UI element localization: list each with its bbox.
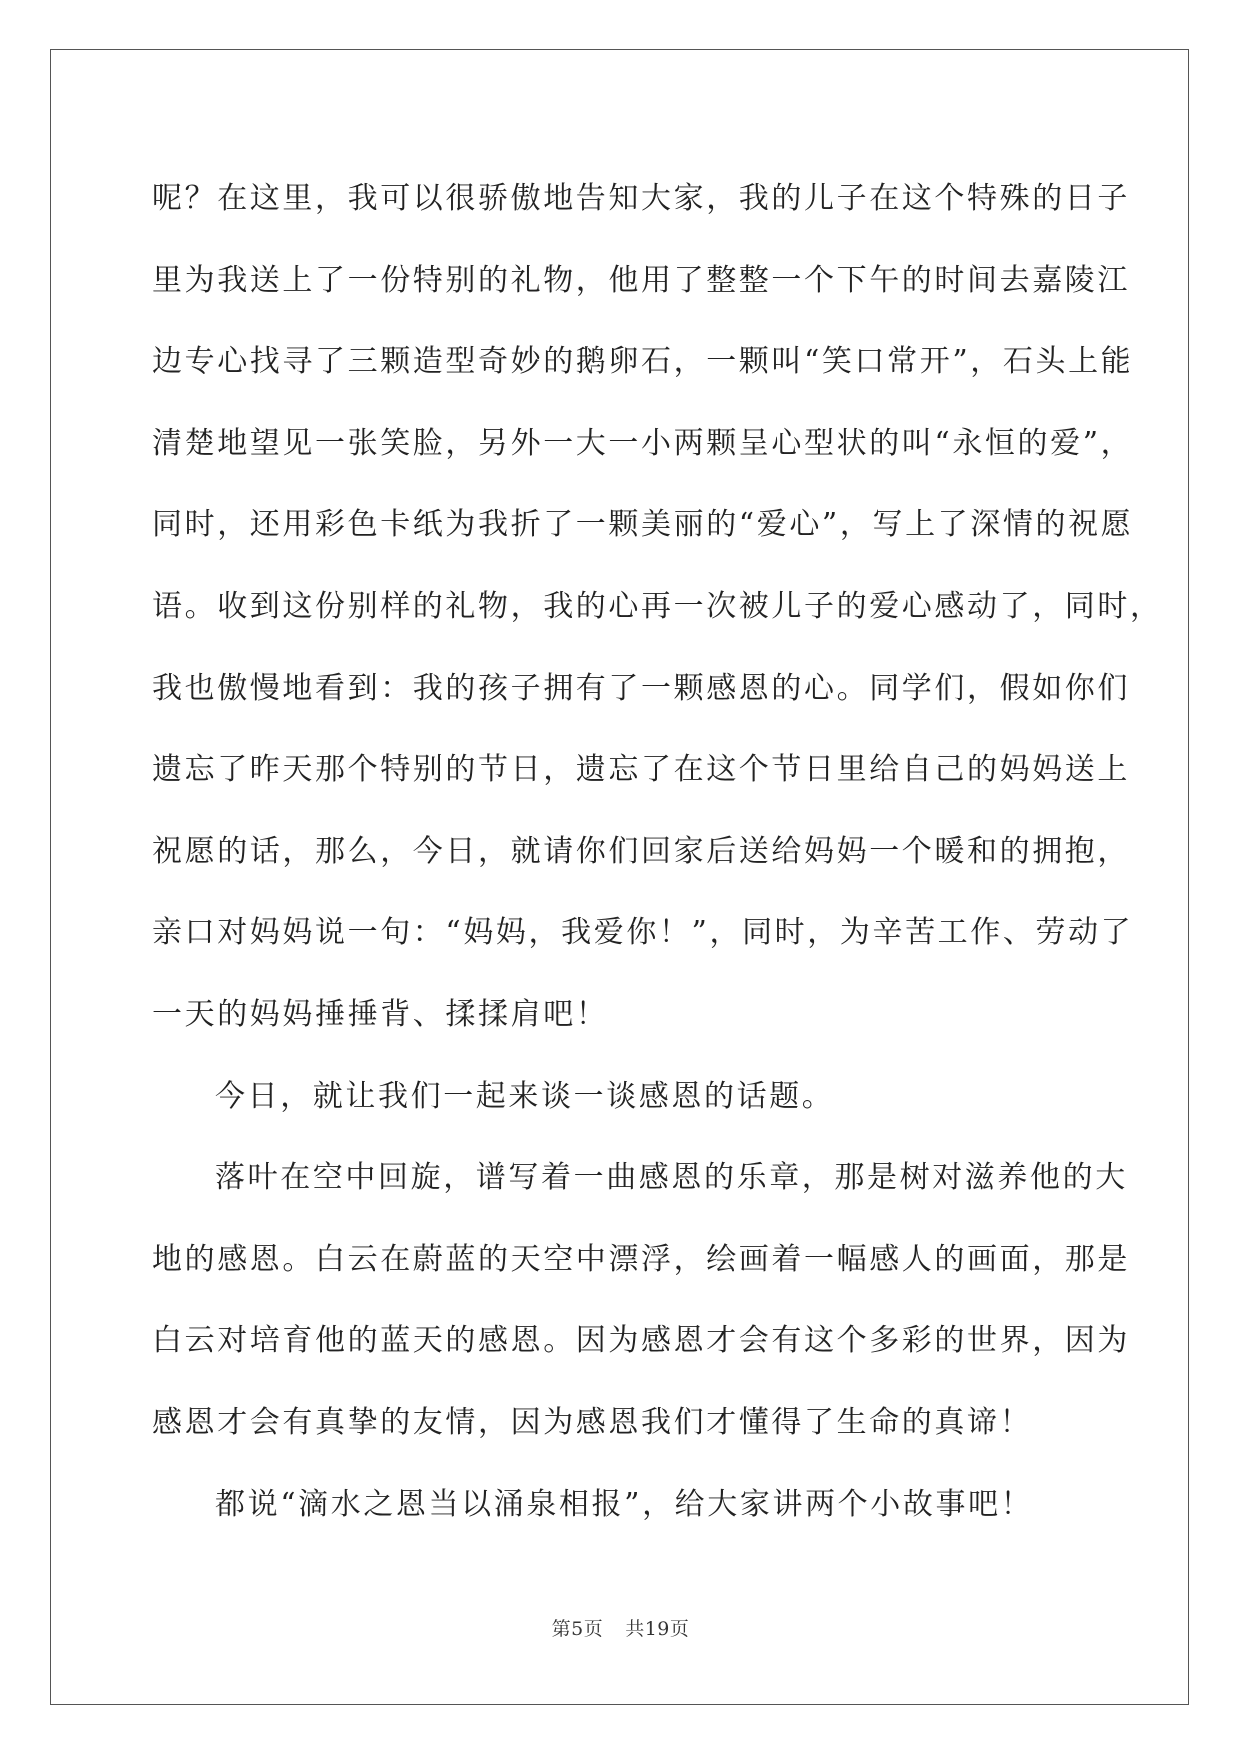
- page-footer: [0, 1614, 1241, 1641]
- paragraph-start: 都说“滴水之恩当以涌泉相报”，给大家讲两个小故事吧！: [215, 1486, 1034, 1522]
- text-line: 遗忘了昨天那个特别的节日，遗忘了在这个节日里给自己的妈妈送上: [152, 752, 1130, 788]
- page-number: 第5页: [551, 1618, 604, 1640]
- text-line: 我也傲慢地看到：我的孩子拥有了一颗感恩的心。同学们，假如你们: [152, 670, 1130, 706]
- paragraph-start: 落叶在空中回旋，谱写着一曲感恩的乐章，那是树对滋养他的大: [215, 1160, 1128, 1196]
- page-total: 共19页: [625, 1618, 690, 1640]
- text-line: 里为我送上了一份特别的礼物，他用了整整一个下午的时间去嘉陵江: [152, 262, 1130, 298]
- text-line: 祝愿的话，那么，今日，就请你们回家后送给妈妈一个暖和的拥抱，: [152, 833, 1130, 869]
- text-line: 同时，还用彩色卡纸为我折了一颗美丽的“爱心”，写上了深情的祝愿: [152, 507, 1134, 543]
- text-line: 清楚地望见一张笑脸，另外一大一小两颗呈心型状的叫“永恒的爱”，: [152, 425, 1134, 461]
- paragraph-start: 今日，就让我们一起来谈一谈感恩的话题。: [215, 1078, 835, 1114]
- text-line: 一天的妈妈捶捶背、揉揉肩吧！: [152, 996, 609, 1032]
- document-body: [152, 158, 1163, 1545]
- text-line: 边专心找寻了三颗造型奇妙的鹅卵石，一颗叫“笑口常开”，石头上能: [152, 344, 1134, 380]
- text-line: 呢？在这里，我可以很骄傲地告知大家，我的儿子在这个特殊的日子: [152, 181, 1130, 216]
- text-line: 地的感恩。白云在蔚蓝的天空中漂浮，绘画着一幅感人的画面，那是: [152, 1241, 1130, 1277]
- text-line: 语。收到这份别样的礼物，我的心再一次被儿子的爱心感动了，同时，: [152, 588, 1163, 624]
- text-line: 亲口对妈妈说一句：“妈妈，我爱你！”，同时，为辛苦工作、劳动了: [152, 915, 1134, 951]
- text-line: 感恩才会有真挚的友情，因为感恩我们才懂得了生命的真谛！: [152, 1404, 1033, 1440]
- text-line: 白云对培育他的蓝天的感恩。因为感恩才会有这个多彩的世界，因为: [152, 1323, 1130, 1359]
